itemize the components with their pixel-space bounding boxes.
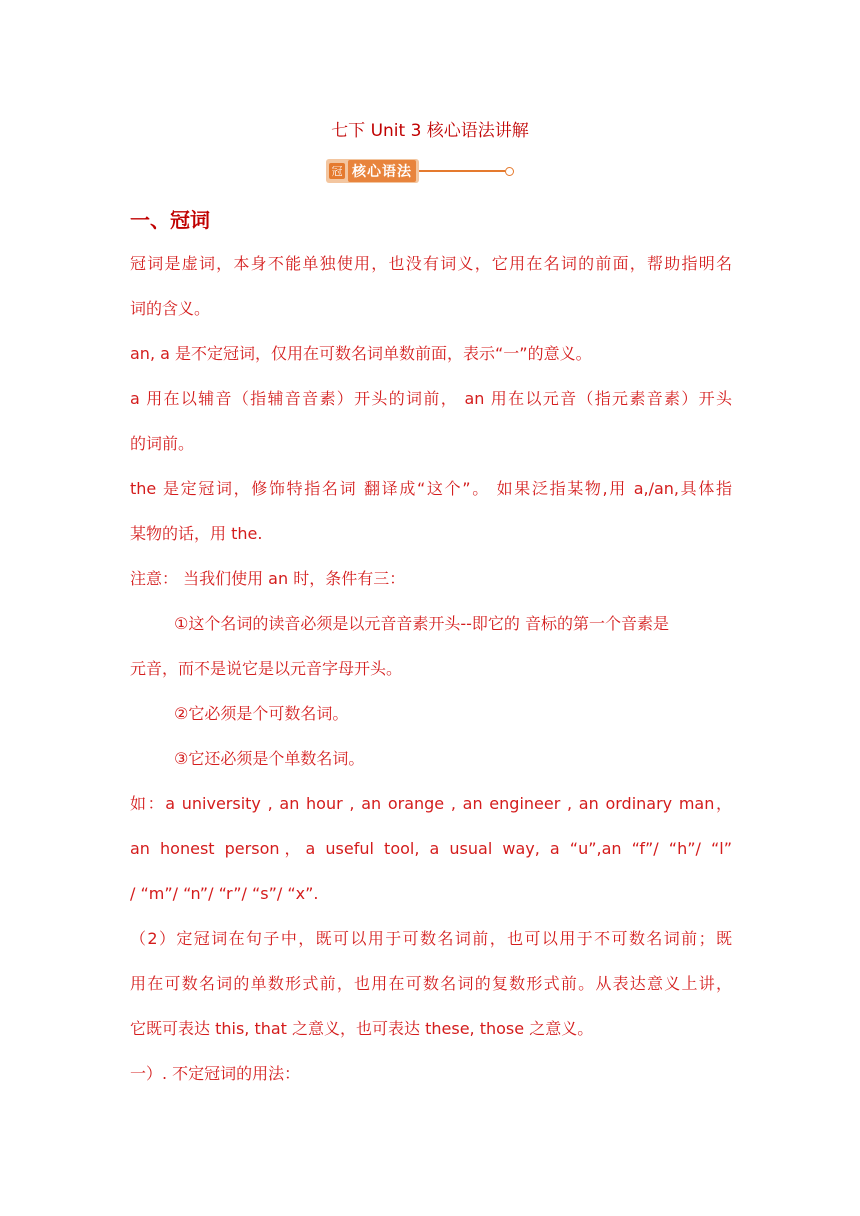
text-line: 注意： 当我们使用 an 时，条件有三： [130, 569, 406, 588]
badge-label: 核心语法 [348, 160, 416, 182]
text-line: 用在可数名词的单数形式前，也用在可数名词的复数形式前。从表达意义上讲， [130, 974, 732, 993]
text-line: 的词前。 [130, 434, 195, 453]
text-line: 词的含义。 [130, 299, 211, 318]
section-badge [326, 158, 514, 184]
text-line: 冠词是虚词，本身不能单独使用，也没有词义，它用在名词的前面，帮助指明名 [130, 254, 732, 273]
text-line: 一）. 不定冠词的用法： [130, 1064, 301, 1083]
text-line: ③它还必须是个单数名词。 [174, 749, 365, 768]
text-line: the 是定冠词，修饰特指名词 翻译成“这个”。 如果泛指某物,用 a,/an,具体指 [130, 479, 732, 498]
text-line: / “m”/ “n”/ “r”/ “s”/ “x”. [130, 884, 319, 903]
text-line: 如：a university , an hour , an orange , an engineer , an ordinary man， [130, 794, 732, 813]
badge-end-dot [505, 167, 514, 176]
text-line: 元音，而不是说它是以元音字母开头。 [130, 659, 403, 678]
document-title: 七下 Unit 3 核心语法讲解 [331, 121, 529, 141]
text-line: 它既可表达 this, that 之意义，也可表达 these, those 之意义。 [130, 1019, 594, 1038]
text-line: ①这个名词的读音必须是以元音音素开头--即它的 音标的第一个音素是 [174, 614, 669, 633]
text-line: an honest person，a useful tool, a usual way, a “u”,an “f”/ “h”/ “l” [130, 839, 732, 858]
body-text [130, 241, 732, 1096]
text-line: an, a 是不定冠词，仅用在可数名词单数前面，表示“一”的意义。 [130, 344, 592, 363]
text-line: 某物的话，用 the. [130, 524, 263, 543]
text-line: ②它必须是个可数名词。 [174, 704, 349, 723]
text-line: a 用在以辅音（指辅音音素）开头的词前， an 用在以元音（指元素音素）开头 [130, 389, 732, 408]
book-icon: 冠 [329, 163, 345, 179]
badge-box [326, 159, 419, 183]
text-line: （2）定冠词在句子中，既可以用于可数名词前，也可以用于不可数名词前；既 [130, 929, 732, 948]
badge-divider-line [419, 170, 505, 172]
section-heading: 一、冠词 [130, 208, 210, 232]
